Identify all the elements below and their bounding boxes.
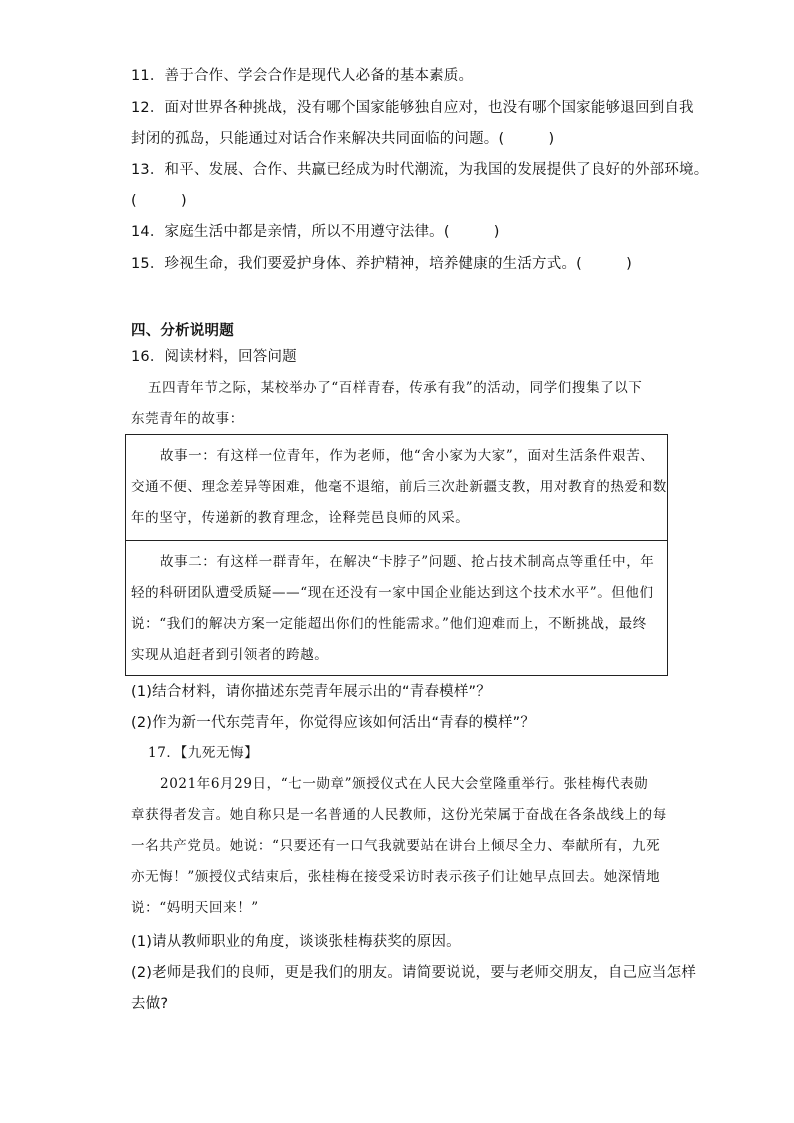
story-1-line-1: 故事一：有这样一位青年，作为老师，他“舍小家为大家”，面对生活条件艰苦、 [160, 448, 655, 464]
question-13-line-2: ( ) [131, 193, 187, 209]
story-1-line-3: 年的坚守，传递新的教育理念，诠释莞邑良师的风采。 [131, 510, 470, 526]
story-2-line-3: 说：“我们的解决方案一定能超出你们的性能需求。”他们迎难而上，不断挑战，最终 [131, 616, 647, 632]
question-13-line-1: 13．和平、发展、合作、共赢已经成为时代潮流，为我国的发展提供了良好的外部环境。 [131, 162, 709, 178]
story-2-line-2: 轻的科研团队遭受质疑——“现在还没有一家中国企业能达到这个技术水平”。但他们 [131, 585, 654, 601]
question-12-line-1: 12．面对世界各种挑战，没有哪个国家能够独自应对，也没有哪个国家能够退回到自我 [131, 100, 694, 116]
q17-material-line-1: 2021年6月29日，“七一勋章”颁授仪式在人民大会堂隆重举行。张桂梅代表勋 [160, 776, 649, 792]
question-11: 11．善于合作、学会合作是现代人必备的基本素质。 [131, 68, 474, 84]
question-12-line-2: 封闭的孤岛，只能通过对话合作来解决共同面临的问题。( ) [131, 131, 555, 147]
q16-sub-question-2: (2)作为新一代东莞青年，你觉得应该如何活出“青春的模样”？ [131, 715, 536, 731]
q16-sub-question-1: (1)结合材料，请你描述东莞青年展示出的“青春模样”？ [131, 684, 491, 700]
question-14: 14．家庭生活中都是亲情，所以不用遵守法律。( ) [131, 224, 500, 240]
q17-sub-question-2-line-2: 去做? [131, 996, 169, 1012]
q17-sub-question-2-line-1: (2)老师是我们的良师，更是我们的朋友。请简要说说，要与老师交朋友，自己应当怎样 [131, 965, 697, 981]
story-2-line-1: 故事二：有这样一群青年，在解决“卡脖子”问题、抢占技术制高点等重任中，年 [160, 554, 655, 570]
question-15: 15．珍视生命，我们要爱护身体、养护精神，培养健康的生活方式。( ) [131, 256, 632, 272]
story-1-line-2: 交通不便、理念差异等困难，他毫不退缩，前后三次赴新疆支教，用对教育的热爱和数 [131, 479, 667, 495]
q17-material-line-3: 一名共产党员。她说：“只要还有一口气我就要站在讲台上倾尽全力、奉献所有，九死 [131, 838, 661, 854]
q17-sub-question-1: (1)请从教师职业的角度，谈谈张桂梅获奖的原因。 [131, 934, 461, 950]
question-17-title: 17．【九死无悔】 [148, 745, 259, 761]
story-2-line-4: 实现从追赶者到引领者的跨越。 [131, 647, 329, 663]
q17-material-line-4: 亦无悔！”颁授仪式结束后，张桂梅在接受采访时表示孩子们让她早点回去。她深情地 [131, 869, 661, 885]
q16-intro-line-2: 东莞青年的故事： [131, 411, 244, 427]
q17-material-line-5: 说：“妈明天回来！” [131, 900, 259, 916]
section-heading: 四、分析说明题 [131, 323, 234, 339]
q16-intro-line-1: 五四青年节之际，某校举办了“百样青春，传承有我”的活动，同学们搜集了以下 [148, 380, 643, 396]
question-16-title: 16．阅读材料，回答问题 [131, 349, 297, 365]
q17-material-line-2: 章获得者发言。她自称只是一名普通的人民教师，这份光荣属于奋战在各条战线上的每 [131, 807, 667, 823]
